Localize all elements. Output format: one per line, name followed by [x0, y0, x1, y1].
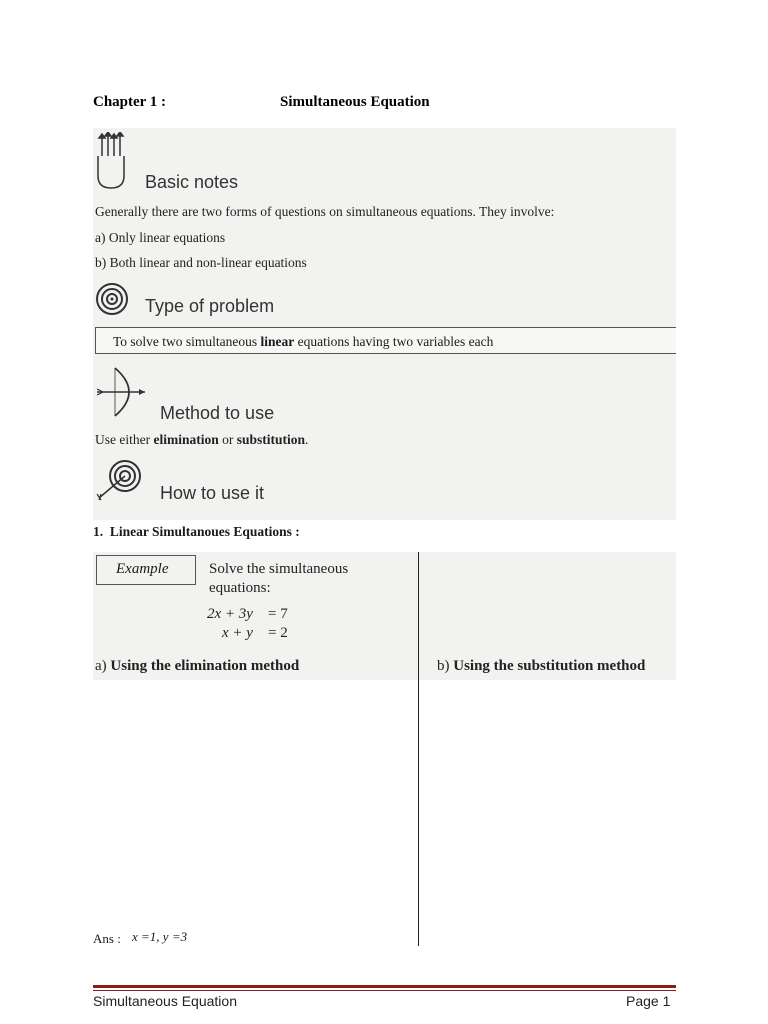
footer-rule-thin — [93, 990, 676, 991]
basic-notes-heading: Basic notes — [145, 172, 239, 192]
method-text: Use either elimination or substitution. — [95, 432, 309, 447]
chapter-title: Simultaneous Equation — [280, 94, 430, 110]
method-heading: Method to use — [160, 403, 275, 423]
answer-label: Ans : — [93, 931, 121, 946]
chapter-label: Chapter 1 : — [93, 94, 167, 110]
footer-title: Simultaneous Equation — [93, 993, 237, 1009]
basic-notes-item-b: b) Both linear and non-linear equations — [95, 255, 307, 270]
page-number: Page 1 — [626, 993, 671, 1009]
target-arrow-icon — [95, 458, 145, 502]
answer-value: x =1, y =3 — [132, 929, 188, 944]
basic-notes-item-a: a) Only linear equations — [95, 230, 226, 245]
substitution-method-label: b) Using the substitution method — [437, 658, 646, 674]
elimination-method-label: a) Using the elimination method — [95, 658, 300, 674]
example-label-box — [96, 555, 196, 585]
example-instruction-line2: equations: — [209, 580, 271, 596]
equation-2-lhs: x + y — [222, 625, 253, 641]
arrows-quiver-icon — [94, 132, 128, 190]
example-instruction-line1: Solve the simultaneous — [209, 561, 349, 577]
equation-1-lhs: 2x + 3y — [207, 606, 253, 622]
example-label: Example — [116, 561, 169, 577]
basic-notes-intro: Generally there are two forms of questions on simultaneous equations. They involve: — [95, 204, 555, 219]
problem-statement: To solve two simultaneous linear equations having two variables each — [113, 334, 494, 349]
problem-statement-box — [95, 327, 676, 354]
how-to-use-heading: How to use it — [160, 483, 265, 503]
target-icon — [95, 282, 129, 316]
type-of-problem-heading: Type of problem — [145, 296, 275, 316]
equation-2-rhs: = 2 — [268, 625, 288, 641]
footer-rule — [93, 985, 676, 988]
bow-arrow-icon — [95, 364, 147, 420]
section-title: 1. Linear Simultanoues Equations : — [93, 524, 300, 539]
column-divider — [418, 552, 419, 946]
equation-1-rhs: = 7 — [268, 606, 288, 622]
